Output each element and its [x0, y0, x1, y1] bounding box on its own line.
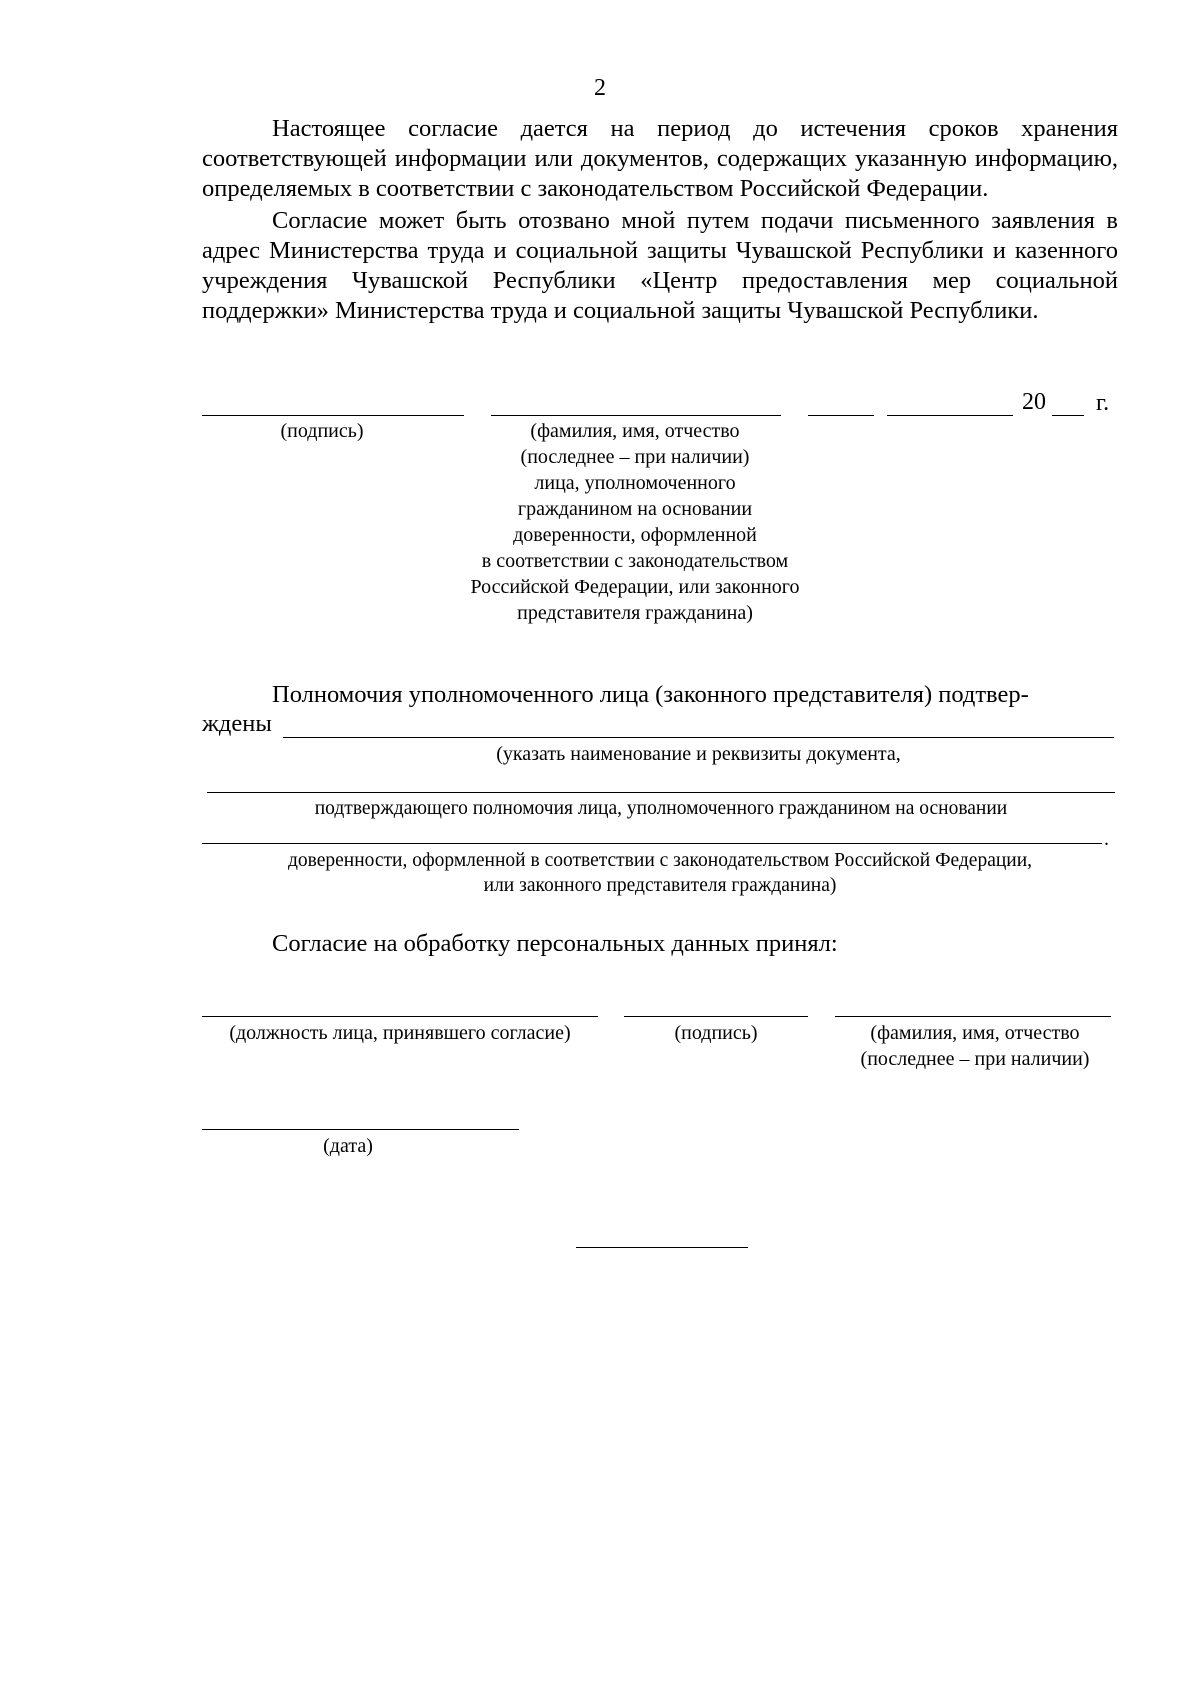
acceptor-name-line	[835, 1016, 1111, 1017]
year-prefix: 20	[1022, 389, 1046, 415]
page-number: 2	[594, 75, 606, 101]
position-line	[202, 1016, 598, 1017]
signature-caption: (подпись)	[280, 420, 364, 442]
authority-document-line	[283, 737, 1114, 738]
date-line	[202, 1129, 519, 1130]
caption-line: (последнее – при наличии)	[520, 446, 750, 468]
date-year-line	[1052, 415, 1084, 416]
paragraph-validity-period	[202, 114, 1118, 204]
representative-name-line	[491, 415, 781, 416]
caption-line: лица, уполномоченного	[534, 472, 736, 494]
year-suffix: г.	[1096, 390, 1110, 416]
authority-line-dot: .	[1104, 828, 1109, 850]
acceptor-name-caption-2: (последнее – при наличии)	[860, 1048, 1090, 1070]
authority-document-line-3	[202, 843, 1102, 844]
acceptor-signature-line	[624, 1016, 808, 1017]
acceptor-name-caption-1: (фамилия, имя, отчество	[870, 1022, 1080, 1044]
caption-line: представителя гражданина)	[517, 602, 753, 624]
paragraph-validity-text: Настоящее согласие дается на период до истечения сроков хранения соответствующей информации или документов, содержащих указанную информацию, определяемых в соответствии с законодательством Российской Федерации.	[202, 115, 1118, 202]
authority-text-line1: Полномочия уполномоченного лица (законного представителя) подтвер-	[272, 681, 1029, 708]
position-caption: (должность лица, принявшего согласие)	[229, 1022, 571, 1044]
caption-line: в соответствии с законодательством	[481, 550, 789, 572]
caption-line: доверенности, оформленной	[513, 524, 757, 546]
representative-name-caption	[420, 418, 850, 626]
paragraph-withdrawal	[202, 206, 1118, 326]
authority-caption-2: подтверждающего полномочия лица, уполномоченного гражданином на основании	[314, 798, 1008, 819]
signature-line	[202, 415, 464, 416]
authority-text-line2: ждены	[202, 710, 272, 737]
authority-caption-1: (указать наименование и реквизиты документа,	[496, 743, 901, 765]
date-month-line	[887, 415, 1013, 416]
date-day-line	[808, 415, 874, 416]
authority-caption-4: или законного представителя гражданина)	[483, 875, 837, 896]
acceptance-title: Согласие на обработку персональных данных принял:	[272, 930, 838, 957]
caption-line: (фамилия, имя, отчество	[530, 420, 740, 442]
acceptor-signature-caption: (подпись)	[674, 1022, 758, 1044]
closing-separator-line	[576, 1247, 748, 1248]
authority-document-line-2	[207, 792, 1115, 793]
date-caption: (дата)	[323, 1135, 373, 1157]
caption-line: Российской Федерации, или законного	[470, 576, 800, 598]
caption-line: гражданином на основании	[517, 498, 753, 520]
authority-caption-3: доверенности, оформленной в соответствии с законодательством Российской Федерации,	[287, 850, 1033, 871]
paragraph-withdrawal-text: Согласие может быть отозвано мной путем подачи письменного заявления в адрес Министерства труда и социальной защиты Чувашской Республики и казенного учреждения Чувашской Республики «Центр предоставления мер социальной поддержки» Министерства труда и социальной защиты Чувашской Республики.	[202, 207, 1118, 324]
